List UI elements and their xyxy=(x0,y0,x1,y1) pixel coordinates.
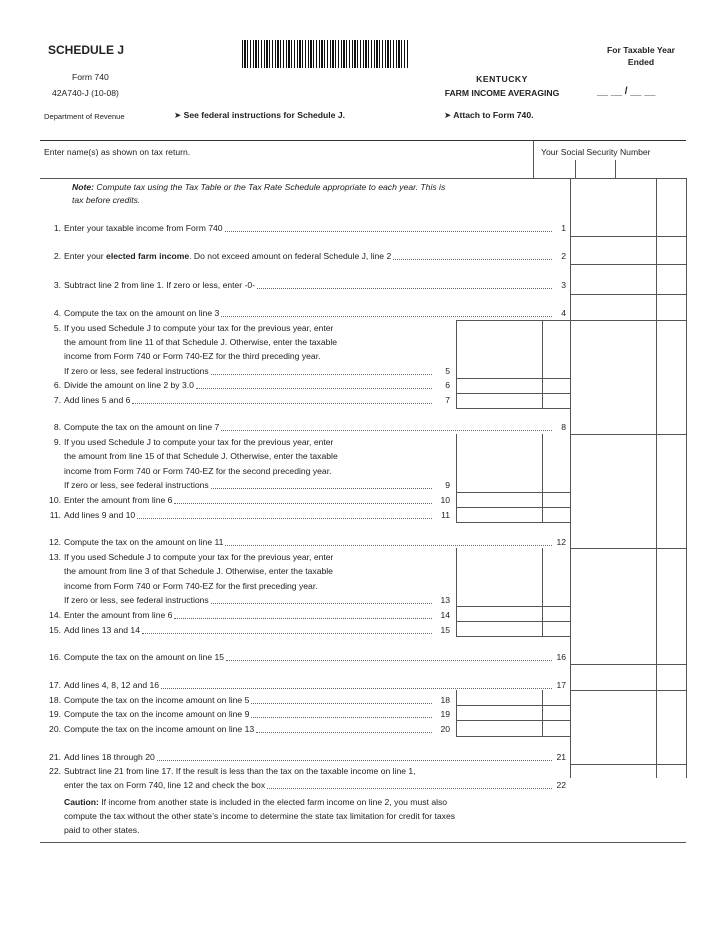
form-line xyxy=(44,494,568,506)
federal-instructions: ➤ See federal instructions for Schedule J. xyxy=(174,110,346,120)
line-number: 14. xyxy=(49,610,61,620)
note-body: Compute tax using the Tax Table or the Tax Rate Schedule appropriate to each year. This is xyxy=(96,182,446,192)
schedule-title: SCHEDULE J xyxy=(48,43,125,57)
dot-leader xyxy=(132,394,432,404)
divider xyxy=(570,764,686,765)
divider xyxy=(570,434,686,435)
divider xyxy=(570,236,686,237)
line-text: Subtract line 21 from line 17. If the result is less than the tax on the taxable income on line 1, xyxy=(64,766,416,776)
divider xyxy=(40,842,686,843)
divider xyxy=(456,621,570,622)
line-text: Compute the tax on the amount on line 7 xyxy=(64,422,220,432)
line-text: If you used Schedule J to compute your tax for the previous year, enter xyxy=(64,437,334,447)
form-line xyxy=(44,379,568,391)
line-reference: 12 xyxy=(556,537,566,547)
line-text: Add lines 18 through 20 xyxy=(64,752,155,762)
form-line xyxy=(44,651,568,663)
ssn-label: Your Social Security Number xyxy=(541,147,651,157)
divider xyxy=(456,408,570,409)
line-reference: 6 xyxy=(445,380,450,390)
dot-leader xyxy=(157,751,552,761)
dot-leader xyxy=(161,679,552,689)
form-line xyxy=(44,580,568,592)
line-text: If zero or less, see federal instructions xyxy=(64,480,209,490)
line-reference: 11 xyxy=(441,510,450,520)
divider xyxy=(533,140,534,178)
line-reference: 5 xyxy=(445,366,450,376)
line-reference: 1 xyxy=(561,223,566,233)
line-number: 20. xyxy=(49,724,61,734)
caution-label: Caution: xyxy=(64,797,99,807)
form-line xyxy=(44,479,568,491)
form-number: Form 740 xyxy=(72,72,109,82)
line-text: the amount from line 11 of that Schedule J. Otherwise, enter the taxable xyxy=(64,337,338,347)
form-line xyxy=(44,465,568,477)
form-line xyxy=(44,765,568,777)
dot-leader xyxy=(211,479,432,489)
line-reference: 9 xyxy=(445,480,450,490)
line-text: income from Form 740 or Form 740-EZ for the third preceding year. xyxy=(64,351,321,361)
line-number: 19. xyxy=(49,709,61,719)
form-line xyxy=(44,679,568,691)
form-line xyxy=(44,450,568,462)
line-text: Compute the tax on the amount on line 11 xyxy=(64,537,224,547)
line-number: 18. xyxy=(49,695,61,705)
line-number: 8. xyxy=(53,422,61,432)
amount-column-right xyxy=(656,178,657,778)
form-line xyxy=(44,222,568,234)
line-reference: 21 xyxy=(556,752,566,762)
line-reference: 17 xyxy=(556,680,566,690)
form-line xyxy=(44,624,568,636)
line-number: 9. xyxy=(53,437,61,447)
line-text: Divide the amount on line 2 by 3.0 xyxy=(64,380,194,390)
line-number: 7. xyxy=(53,395,61,405)
form-line xyxy=(44,365,568,377)
line-reference: 16 xyxy=(556,652,566,662)
dot-leader xyxy=(174,494,432,504)
line-text: If zero or less, see federal instructions xyxy=(64,595,209,605)
line-number: 11. xyxy=(49,510,61,520)
line-text: Add lines 4, 8, 12 and 16 xyxy=(64,680,160,690)
caution-line-3: paid to other states. xyxy=(64,825,140,835)
dot-leader xyxy=(257,279,552,289)
divider xyxy=(456,720,570,721)
note-text-1 xyxy=(72,182,445,193)
line-number: 12. xyxy=(49,537,61,547)
amount-column-left xyxy=(570,178,571,778)
dot-leader xyxy=(211,365,432,375)
dot-leader xyxy=(251,694,432,704)
divider xyxy=(456,492,570,493)
line-text: If you used Schedule J to compute your tax for the previous year, enter xyxy=(64,323,334,333)
divider xyxy=(456,736,570,737)
divider xyxy=(570,264,686,265)
names-label: Enter name(s) as shown on tax return. xyxy=(44,147,191,157)
line-reference: 10 xyxy=(440,495,450,505)
line-reference: 15 xyxy=(440,625,450,635)
form-line xyxy=(44,779,568,791)
divider xyxy=(456,636,570,637)
form-line xyxy=(44,250,568,262)
line-number: 2. xyxy=(53,251,61,261)
dot-leader xyxy=(196,379,432,389)
form-line xyxy=(44,394,568,406)
line-reference: 13 xyxy=(440,595,450,605)
form-line xyxy=(44,436,568,448)
department: Department of Revenue xyxy=(44,112,125,121)
form-title: FARM INCOME AVERAGING xyxy=(444,88,560,98)
line-text: Enter your elected farm income. Do not exceed amount on federal Schedule J, line 2 xyxy=(64,251,392,261)
dot-leader xyxy=(393,250,552,260)
line-text: Add lines 5 and 6 xyxy=(64,395,131,405)
dot-leader xyxy=(225,222,552,232)
dot-leader xyxy=(221,307,552,317)
line-reference: 18 xyxy=(440,695,450,705)
line-number: 3. xyxy=(53,280,61,290)
divider xyxy=(40,178,686,179)
form-line xyxy=(44,565,568,577)
divider xyxy=(570,548,686,549)
line-text: income from Form 740 or Form 740-EZ for the first preceding year. xyxy=(64,581,318,591)
form-line xyxy=(44,421,568,433)
caution-line-2: compute the tax without the other state’s income to determine the state tax limitation for credit for taxes xyxy=(64,811,456,821)
dot-leader xyxy=(221,421,552,431)
line-text: If zero or less, see federal instructions xyxy=(64,366,209,376)
caution-line-1 xyxy=(64,797,447,808)
line-number: 17. xyxy=(49,680,61,690)
line-number: 4. xyxy=(53,308,61,318)
line-reference: 20 xyxy=(440,724,450,734)
line-reference: 19 xyxy=(440,709,450,719)
form-code: 42A740-J (10-08) xyxy=(52,88,119,98)
divider xyxy=(456,522,570,523)
form-line xyxy=(44,609,568,621)
dot-leader xyxy=(251,708,432,718)
line-reference: 14 xyxy=(440,610,450,620)
form-line xyxy=(44,551,568,563)
line-reference: 8 xyxy=(561,422,566,432)
line-text: Add lines 9 and 10 xyxy=(64,510,136,520)
form-line xyxy=(44,307,568,319)
form-line xyxy=(44,336,568,348)
dot-leader xyxy=(225,536,552,546)
divider xyxy=(456,507,570,508)
dot-leader xyxy=(137,509,432,519)
line-number: 10. xyxy=(49,495,61,505)
barcode xyxy=(242,40,408,68)
caution-text-1: If income from another state is included in the elected farm income on line 2, you must also xyxy=(101,797,448,807)
dot-leader xyxy=(142,624,432,634)
note-label: Note: xyxy=(72,182,94,192)
line-reference: 7 xyxy=(445,395,450,405)
line-text: Compute the tax on the income amount on line 13 xyxy=(64,724,255,734)
form-line xyxy=(44,708,568,720)
divider xyxy=(570,320,686,321)
line-text: Enter your taxable income from Form 740 xyxy=(64,223,223,233)
ssn-field[interactable] xyxy=(536,160,682,176)
form-line xyxy=(44,594,568,606)
form-line xyxy=(44,536,568,548)
form-line xyxy=(44,723,568,735)
line-number: 21. xyxy=(49,752,61,762)
line-number: 13. xyxy=(49,552,61,562)
line-text: Subtract line 2 from line 1. If zero or less, enter -0- xyxy=(64,280,256,290)
line-reference: 4 xyxy=(561,308,566,318)
line-text: enter the tax on Form 740, line 12 and check the box xyxy=(64,780,266,790)
line-text: Compute the tax on the income amount on line 5 xyxy=(64,695,250,705)
divider xyxy=(40,140,686,141)
dot-leader xyxy=(256,723,432,733)
tax-year-blank[interactable]: __ __ / __ __ xyxy=(597,86,656,97)
line-text: the amount from line 3 of that Schedule J. Otherwise, enter the taxable xyxy=(64,566,333,576)
line-text: If you used Schedule J to compute your tax for the previous year, enter xyxy=(64,552,334,562)
form-line xyxy=(44,279,568,291)
tax-year-label: For Taxable Year Ended xyxy=(607,45,675,67)
amount-column-edge xyxy=(686,178,687,778)
dot-leader xyxy=(267,779,552,789)
form-line xyxy=(44,350,568,362)
line-text: Compute the tax on the amount on line 15 xyxy=(64,652,225,662)
form-line xyxy=(44,322,568,334)
line-number: 5. xyxy=(53,323,61,333)
line-text: Compute the tax on the amount on line 3 xyxy=(64,308,220,318)
state-name: KENTUCKY xyxy=(476,74,528,84)
divider xyxy=(456,320,570,321)
line-number: 22. xyxy=(49,766,61,776)
form-line xyxy=(44,751,568,763)
line-number: 1. xyxy=(53,223,61,233)
line-number: 15. xyxy=(49,625,61,635)
divider xyxy=(570,664,686,665)
line-text: Enter the amount from line 6 xyxy=(64,495,173,505)
line-text: Add lines 13 and 14 xyxy=(64,625,140,635)
line-reference: 2 xyxy=(561,251,566,261)
line-text: the amount from line 15 of that Schedule J. Otherwise, enter the taxable xyxy=(64,451,338,461)
dot-leader xyxy=(226,651,552,661)
divider xyxy=(570,294,686,295)
line-text: Compute the tax on the income amount on line 9 xyxy=(64,709,250,719)
line-reference: 3 xyxy=(561,280,566,290)
divider xyxy=(570,690,686,691)
note-text-2: tax before credits. xyxy=(72,195,141,205)
dot-leader xyxy=(174,609,432,619)
line-number: 16. xyxy=(49,652,61,662)
names-field[interactable] xyxy=(44,160,530,176)
line-text: Enter the amount from line 6 xyxy=(64,610,173,620)
divider xyxy=(456,606,570,607)
form-line xyxy=(44,694,568,706)
line-number: 6. xyxy=(53,380,61,390)
line-reference: 22 xyxy=(556,780,566,790)
attach-note: ➤ Attach to Form 740. xyxy=(444,110,534,120)
form-line xyxy=(44,509,568,521)
dot-leader xyxy=(211,594,432,604)
line-text: income from Form 740 or Form 740-EZ for the second preceding year. xyxy=(64,466,332,476)
